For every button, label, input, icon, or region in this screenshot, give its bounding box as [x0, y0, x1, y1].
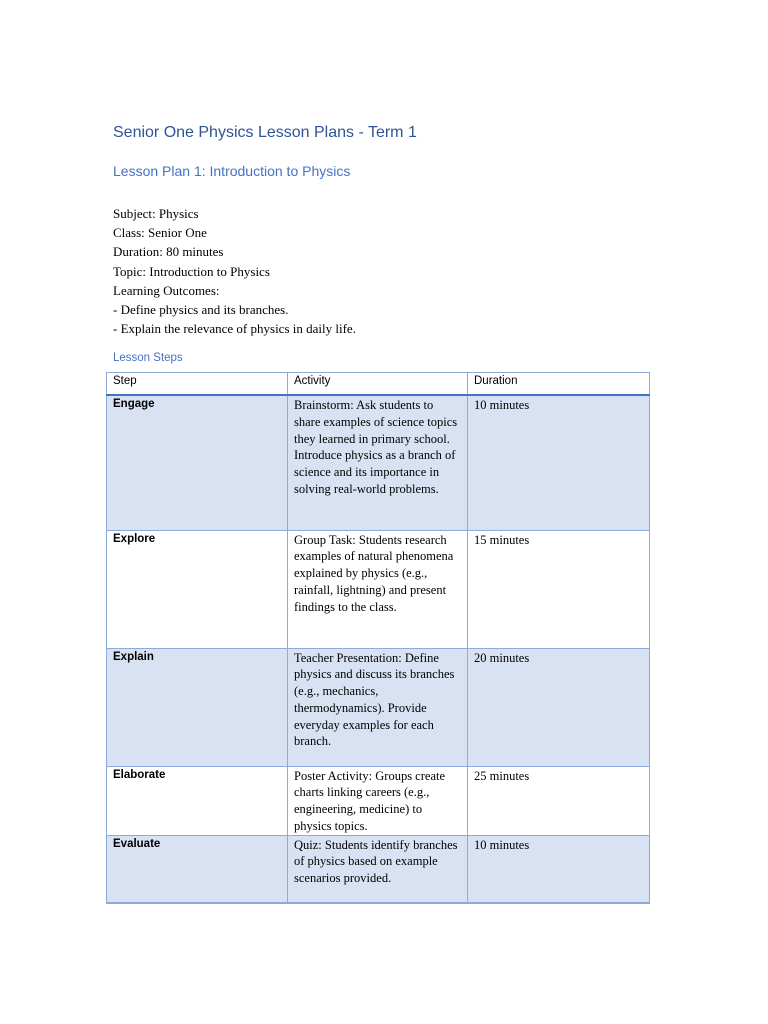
- duration-cell: 20 minutes: [468, 648, 650, 766]
- table-row: [107, 766, 650, 835]
- step-cell: Explore: [107, 530, 288, 648]
- duration-cell: 25 minutes: [468, 766, 650, 835]
- info-outcome-2: - Explain the relevance of physics in daily life.: [113, 321, 356, 337]
- table-row: [107, 648, 650, 766]
- lesson-info: [113, 204, 356, 338]
- lesson-title: Lesson Plan 1: Introduction to Physics: [113, 163, 351, 179]
- table-row: [107, 530, 650, 648]
- info-duration: Duration: 80 minutes: [113, 244, 224, 260]
- info-outcomes-label: Learning Outcomes:: [113, 282, 220, 298]
- document-title: Senior One Physics Lesson Plans - Term 1: [113, 124, 417, 141]
- duration-cell: 15 minutes: [468, 530, 650, 648]
- lesson-steps-heading: Lesson Steps: [113, 352, 183, 364]
- table-row: [107, 395, 650, 530]
- header-activity: Activity: [288, 373, 468, 396]
- activity-cell: Group Task: Students research examples of natural phenomena explained by physics (e.g., rainfall, lightning) and present findings to the class.: [288, 530, 468, 648]
- duration-cell: 10 minutes: [468, 835, 650, 903]
- table-row: [107, 835, 650, 903]
- step-cell: Elaborate: [107, 766, 288, 835]
- info-class: Class: Senior One: [113, 225, 207, 241]
- info-topic: Topic: Introduction to Physics: [113, 263, 270, 279]
- info-outcome-1: - Define physics and its branches.: [113, 302, 289, 318]
- table-header-row: [107, 373, 650, 396]
- lesson-steps-table: [106, 372, 650, 904]
- activity-cell: Brainstorm: Ask students to share examples of science topics they learned in primary school. Introduce physics as a branch of science and its importance in solving real-world problems.: [288, 395, 468, 530]
- duration-cell: 10 minutes: [468, 395, 650, 530]
- header-step: Step: [107, 373, 288, 396]
- step-cell: Evaluate: [107, 835, 288, 903]
- step-cell: Explain: [107, 648, 288, 766]
- info-subject: Subject: Physics: [113, 206, 199, 221]
- header-duration: Duration: [468, 373, 650, 396]
- activity-cell: Quiz: Students identify branches of physics based on example scenarios provided.: [288, 835, 468, 903]
- activity-cell: Poster Activity: Groups create charts linking careers (e.g., engineering, medicine) to physics topics.: [288, 766, 468, 835]
- step-cell: Engage: [107, 395, 288, 530]
- activity-cell: Teacher Presentation: Define physics and discuss its branches (e.g., mechanics, thermodynamics). Provide everyday examples for each branch.: [288, 648, 468, 766]
